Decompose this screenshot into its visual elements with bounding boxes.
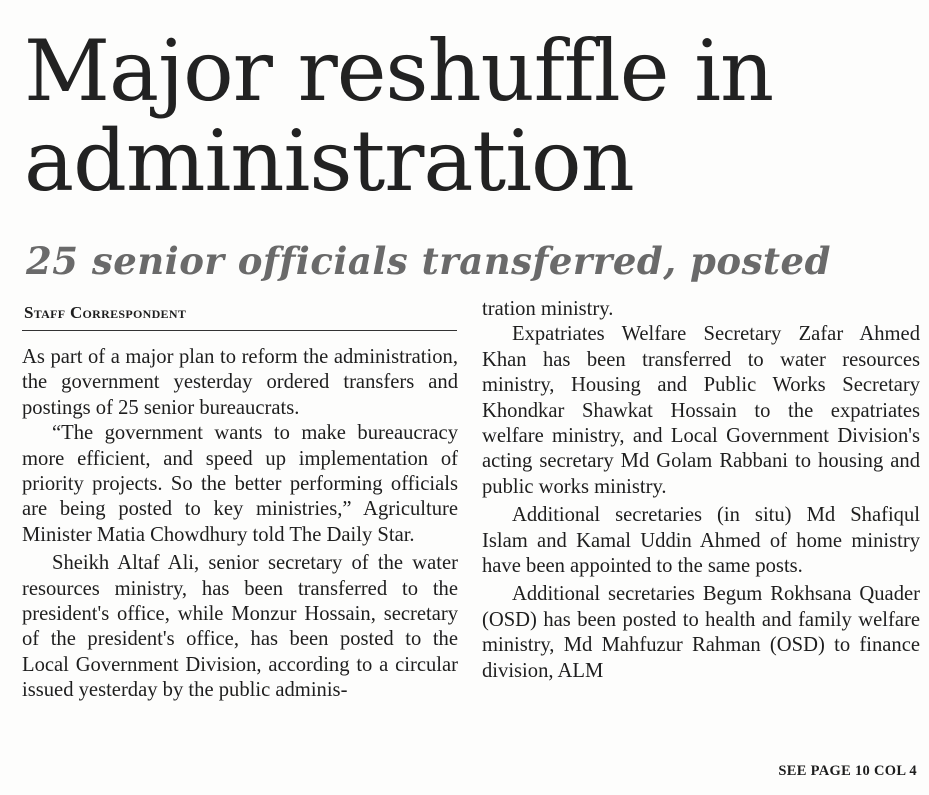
- article-column-right: [482, 297, 920, 684]
- headline-line-2: administration: [24, 112, 634, 210]
- paragraph: “The government wants to make bureaucracy more efficient, and speed up implementation of priority projects. So the better performing officials are being posted to key ministries,” Agriculture Minister Matia Chowdhury told The Daily Star.: [22, 422, 458, 546]
- headline: [24, 22, 914, 210]
- paragraph: Sheikh Altaf Ali, senior secretary of the water resources ministry, has been transferred to the president's office, while Monzur Hossain, secretary of the president's office, has been posted to the Local Government Division, according to a circular issued yesterday by the public adminis-: [22, 552, 458, 702]
- subheadline: 25 senior officials transferred, posted: [26, 239, 831, 283]
- continuation-jump-line: SEE PAGE 10 COL 4: [778, 763, 917, 779]
- paragraph: Expatriates Welfare Secretary Zafar Ahmed Khan has been transferred to water resources ministry, Housing and Public Works Secretary Khondkar Shawkat Hossain to the expatriates welfare ministry, and Local Government Division's acting secretary Md Golam Rabbani to housing and public works ministry.: [482, 323, 920, 498]
- paragraph: Additional secretaries (in situ) Md Shafiqul Islam and Kamal Uddin Ahmed of home ministry have been appointed to the same posts.: [482, 504, 920, 578]
- byline-rule: [22, 330, 457, 331]
- byline: Staff Correspondent: [24, 303, 187, 322]
- paragraph: Additional secretaries Begum Rokhsana Quader (OSD) has been posted to health and family welfare ministry, Md Mahfuzur Rahman (OSD) to finance division, ALM: [482, 583, 920, 682]
- paragraph: As part of a major plan to reform the administration, the government yesterday ordered transfers and postings of 25 senior bureaucrats.: [22, 346, 458, 419]
- headline-line-1: Major reshuffle in: [24, 22, 774, 120]
- article-column-left: [22, 345, 458, 704]
- paragraph: tration ministry.: [482, 298, 614, 320]
